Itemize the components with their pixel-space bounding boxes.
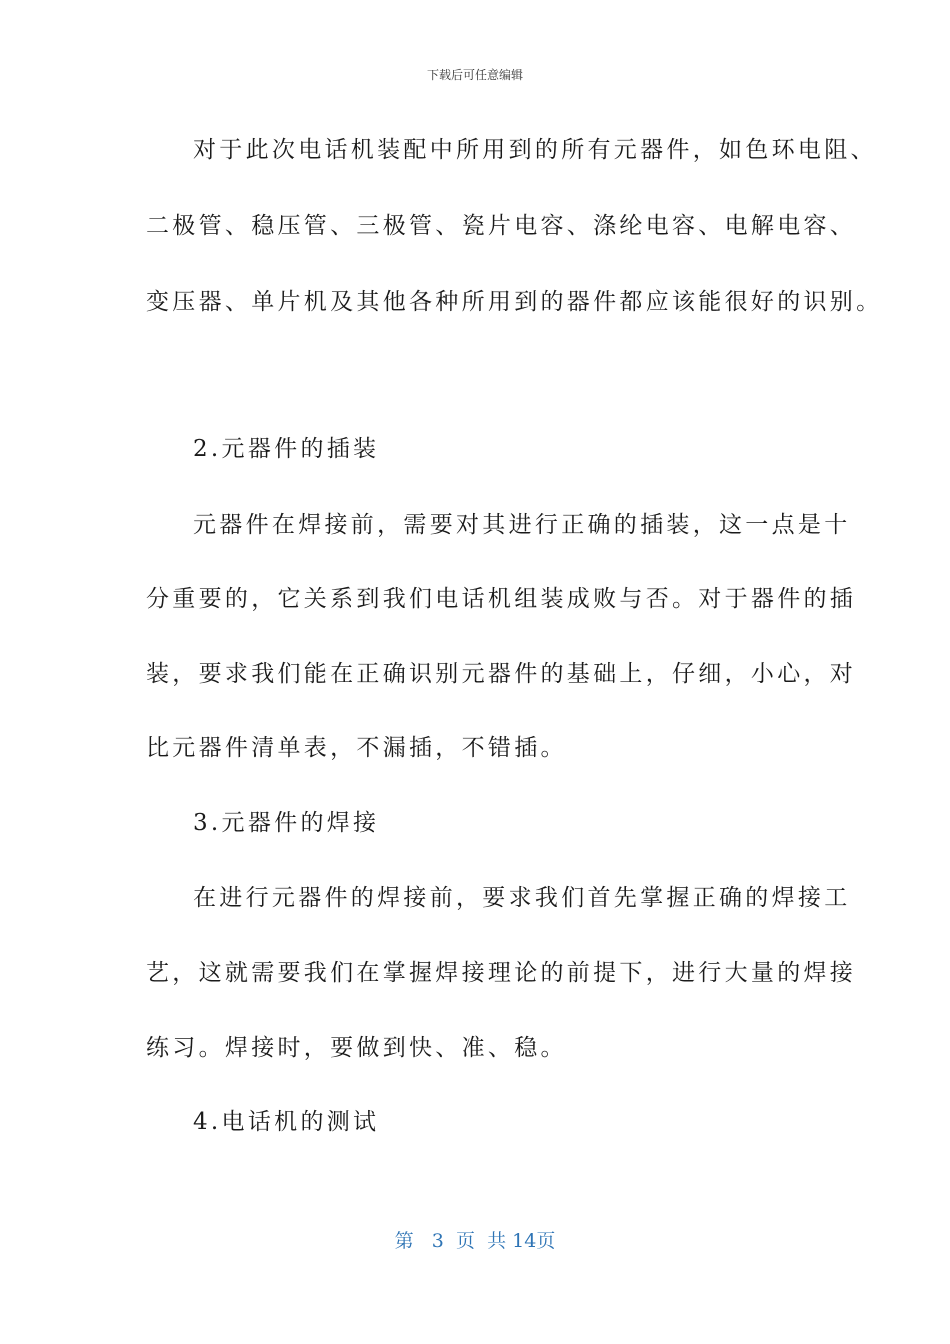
footer-label-total: 共 (487, 1230, 507, 1252)
section-heading-3: 3.元器件的焊接 (193, 810, 380, 836)
paragraph-1-line-1: 对于此次电话机装配中所用到的所有元器件，如色环电阻、 (193, 137, 877, 163)
paragraph-2-line-1: 元器件在焊接前，需要对其进行正确的插装，这一点是十 (193, 512, 851, 538)
page-header: 下载后可任意编辑 (426, 68, 523, 82)
paragraph-2-line-3: 装，要求我们能在正确识别元器件的基础上，仔细，小心，对 (146, 661, 857, 687)
paragraph-1-line-2: 二极管、稳压管、三极管、瓷片电容、涤纶电容、电解电容、 (146, 213, 857, 239)
footer-total-pages: 14 (512, 1230, 537, 1252)
footer-label-page: 页 (455, 1230, 475, 1252)
section-heading-2: 2.元器件的插装 (193, 436, 380, 462)
footer-label-suffix: 页 (536, 1230, 556, 1252)
footer-label-prefix: 第 (394, 1230, 414, 1252)
section-heading-4: 4.电话机的测试 (193, 1109, 380, 1135)
paragraph-3-line-2: 艺，这就需要我们在掌握焊接理论的前提下，进行大量的焊接 (146, 960, 857, 986)
paragraph-2-line-4: 比元器件清单表，不漏插，不错插。 (146, 735, 567, 761)
paragraph-2-line-2: 分重要的，它关系到我们电话机组装成败与否。对于器件的插 (146, 586, 857, 612)
page-number-footer (0, 1226, 950, 1253)
paragraph-3-line-3: 练习。焊接时，要做到快、准、稳。 (146, 1035, 567, 1061)
footer-current-page: 3 (431, 1230, 444, 1252)
paragraph-3-line-1: 在进行元器件的焊接前，要求我们首先掌握正确的焊接工 (193, 885, 851, 911)
paragraph-1-line-3: 变压器、单片机及其他各种所用到的器件都应该能很好的识别。 (146, 289, 883, 315)
